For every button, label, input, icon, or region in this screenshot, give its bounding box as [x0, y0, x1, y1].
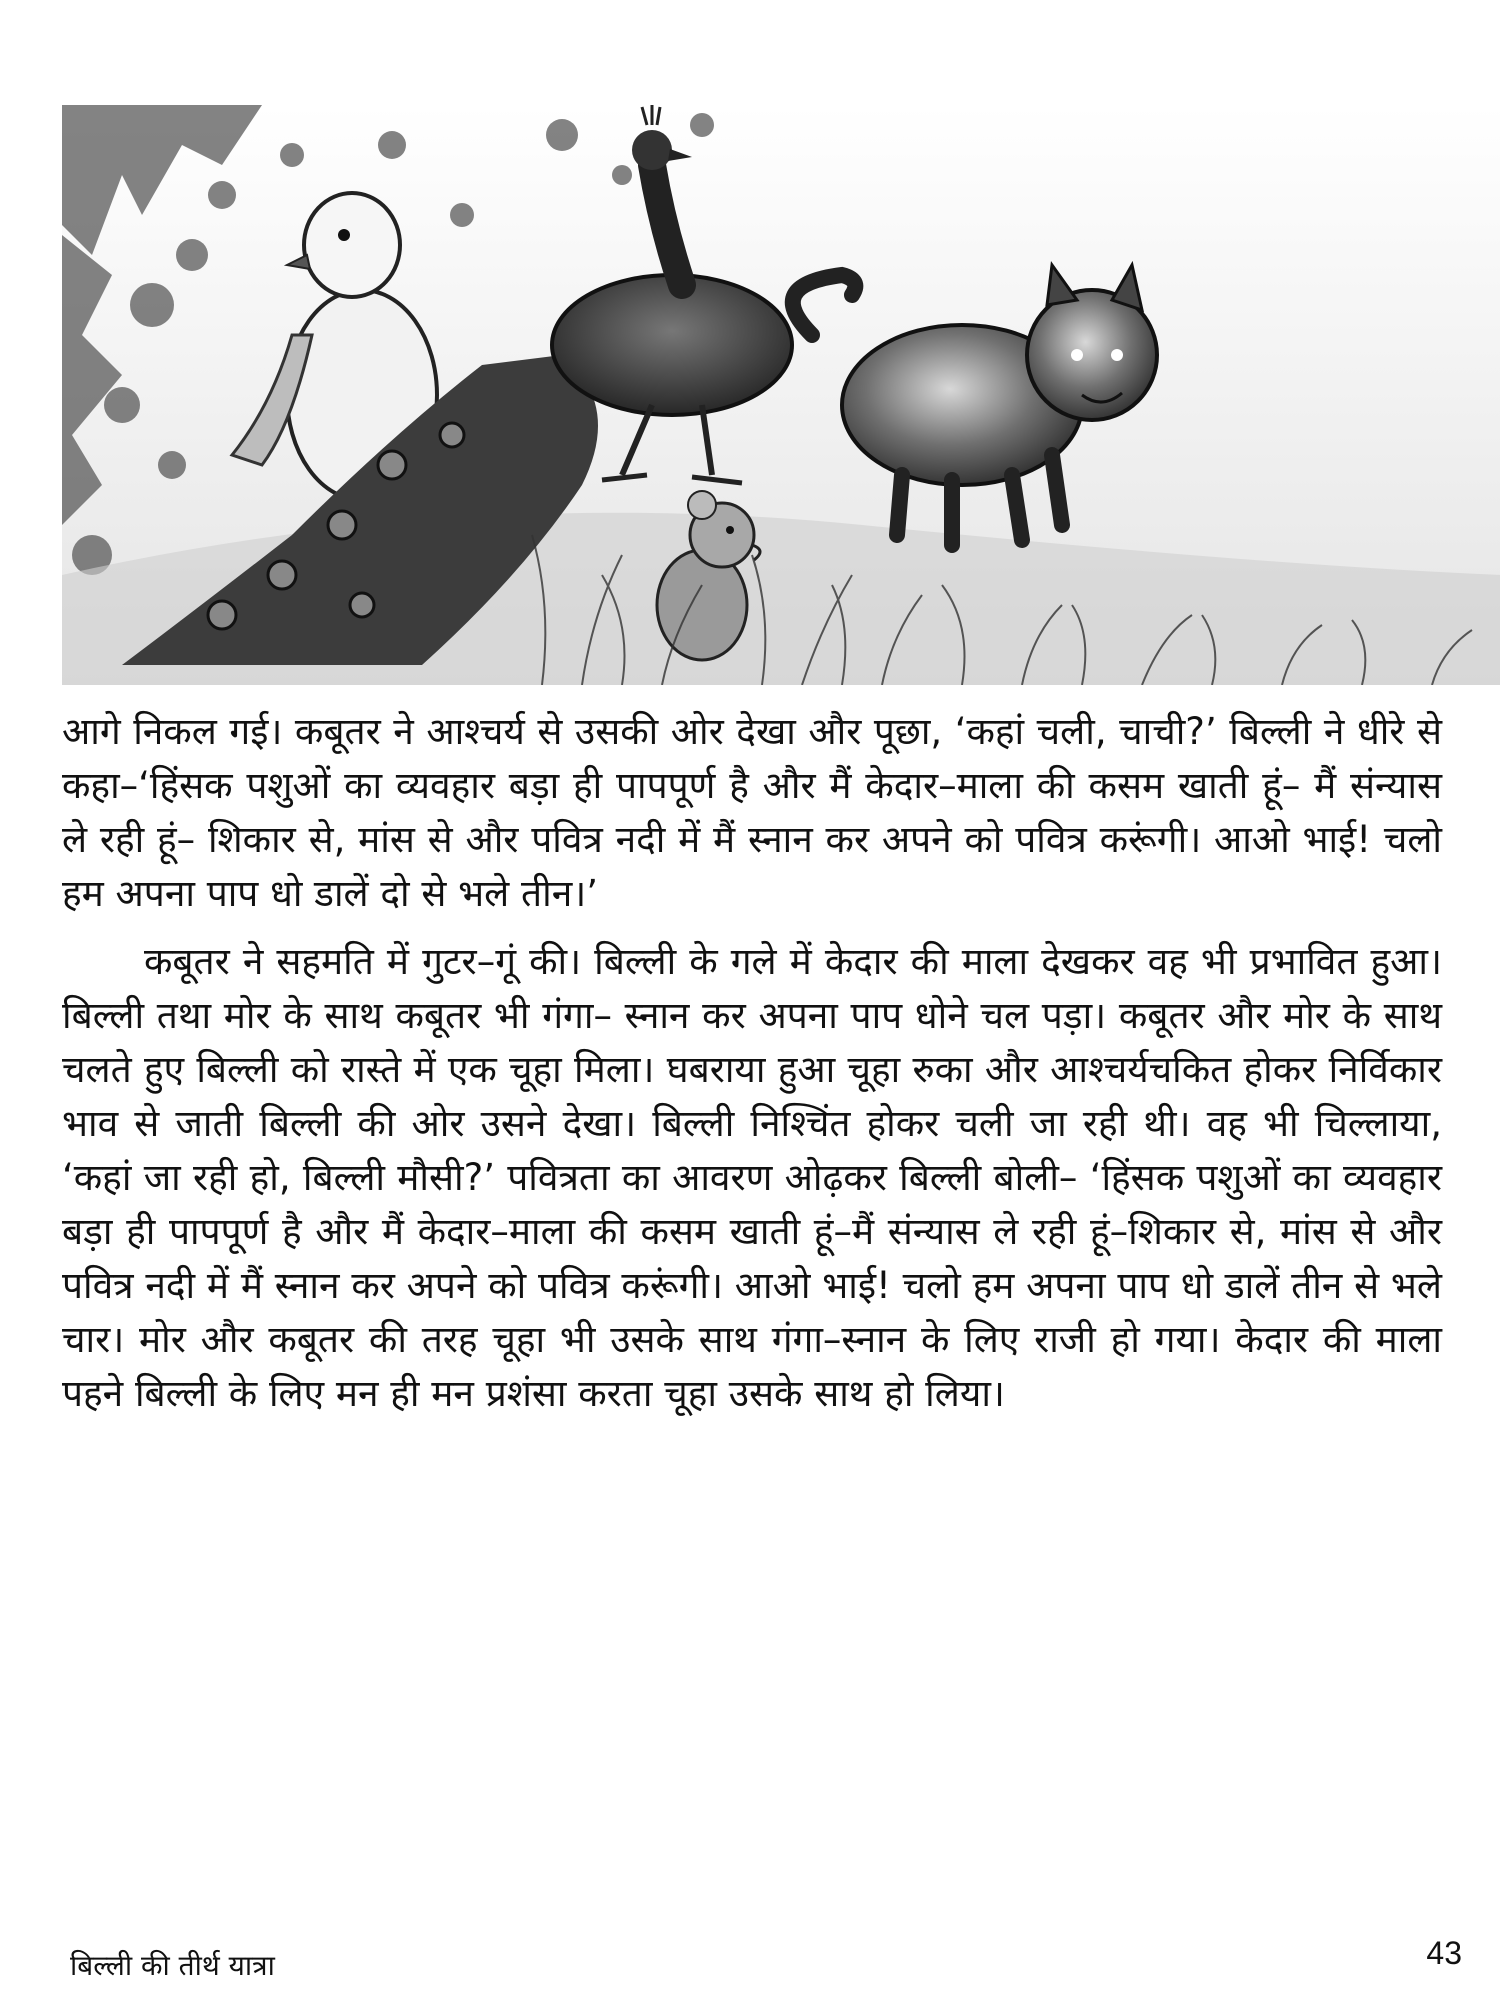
story-illustration [62, 105, 1500, 685]
story-text [62, 705, 1442, 1435]
paragraph: कबूतर ने सहमति में गुटर–गूं की। बिल्ली के गले में केदार की माला देखकर वह भी प्रभावित हुआ। बिल्ली तथा मोर के साथ कबूतर भी गंगा– स्नान कर अपना पाप धोने चल पड़ा। कबूतर और मोर के साथ चलते हुए बिल्ली को रास्ते में एक चूहा मिला। घबराया हुआ चूहा रुका और आश्चर्यचकित होकर निर्विकार भाव से जाती बिल्ली की ओर उसने देखा। बिल्ली निश्चिंत होकर चली जा रही थी। वह भी चिल्लाया, ‘कहां जा रही हो, बिल्ली मौसी?’ पवित्रता का आवरण ओढ़कर बिल्ली बोली– ‘हिंसक पशुओं का व्यवहार बड़ा ही पापपूर्ण है और मैं केदार–माला की कसम खाती हूं–मैं संन्यास ले रही हूं–शिकार से, मांस से और पवित्र नदी में मैं स्नान कर अपने को पवित्र करूंगी। आओ भाई! चलो हम अपना पाप धो डालें तीन से भले चार। मोर और कबूतर की तरह चूहा भी उसके साथ गंगा–स्नान के लिए राजी हो गया। केदार की माला पहने बिल्ली के लिए मन ही मन प्रशंसा करता चूहा उसके साथ हो लिया। [62, 940, 1442, 1415]
chapter-title-footer: बिल्ली की तीर्थ यात्रा [70, 1949, 275, 1982]
page-number: 43 [1426, 1935, 1462, 1971]
paragraph: आगे निकल गई। कबूतर ने आश्चर्य से उसकी ओर देखा और पूछा, ‘कहां चली, चाची?’ बिल्ली ने धीरे से कहा–‘हिंसक पशुओं का व्यवहार बड़ा ही पापपूर्ण है और मैं केदार–माला की कसम खाती हूं– मैं संन्यास ले रही हूं– शिकार से, मांस से और पवित्र नदी में मैं स्नान कर अपने को पवित्र करूंगी। आओ भाई! चलो हम अपना पाप धो डालें दो से भले तीन।’ [62, 710, 1442, 915]
